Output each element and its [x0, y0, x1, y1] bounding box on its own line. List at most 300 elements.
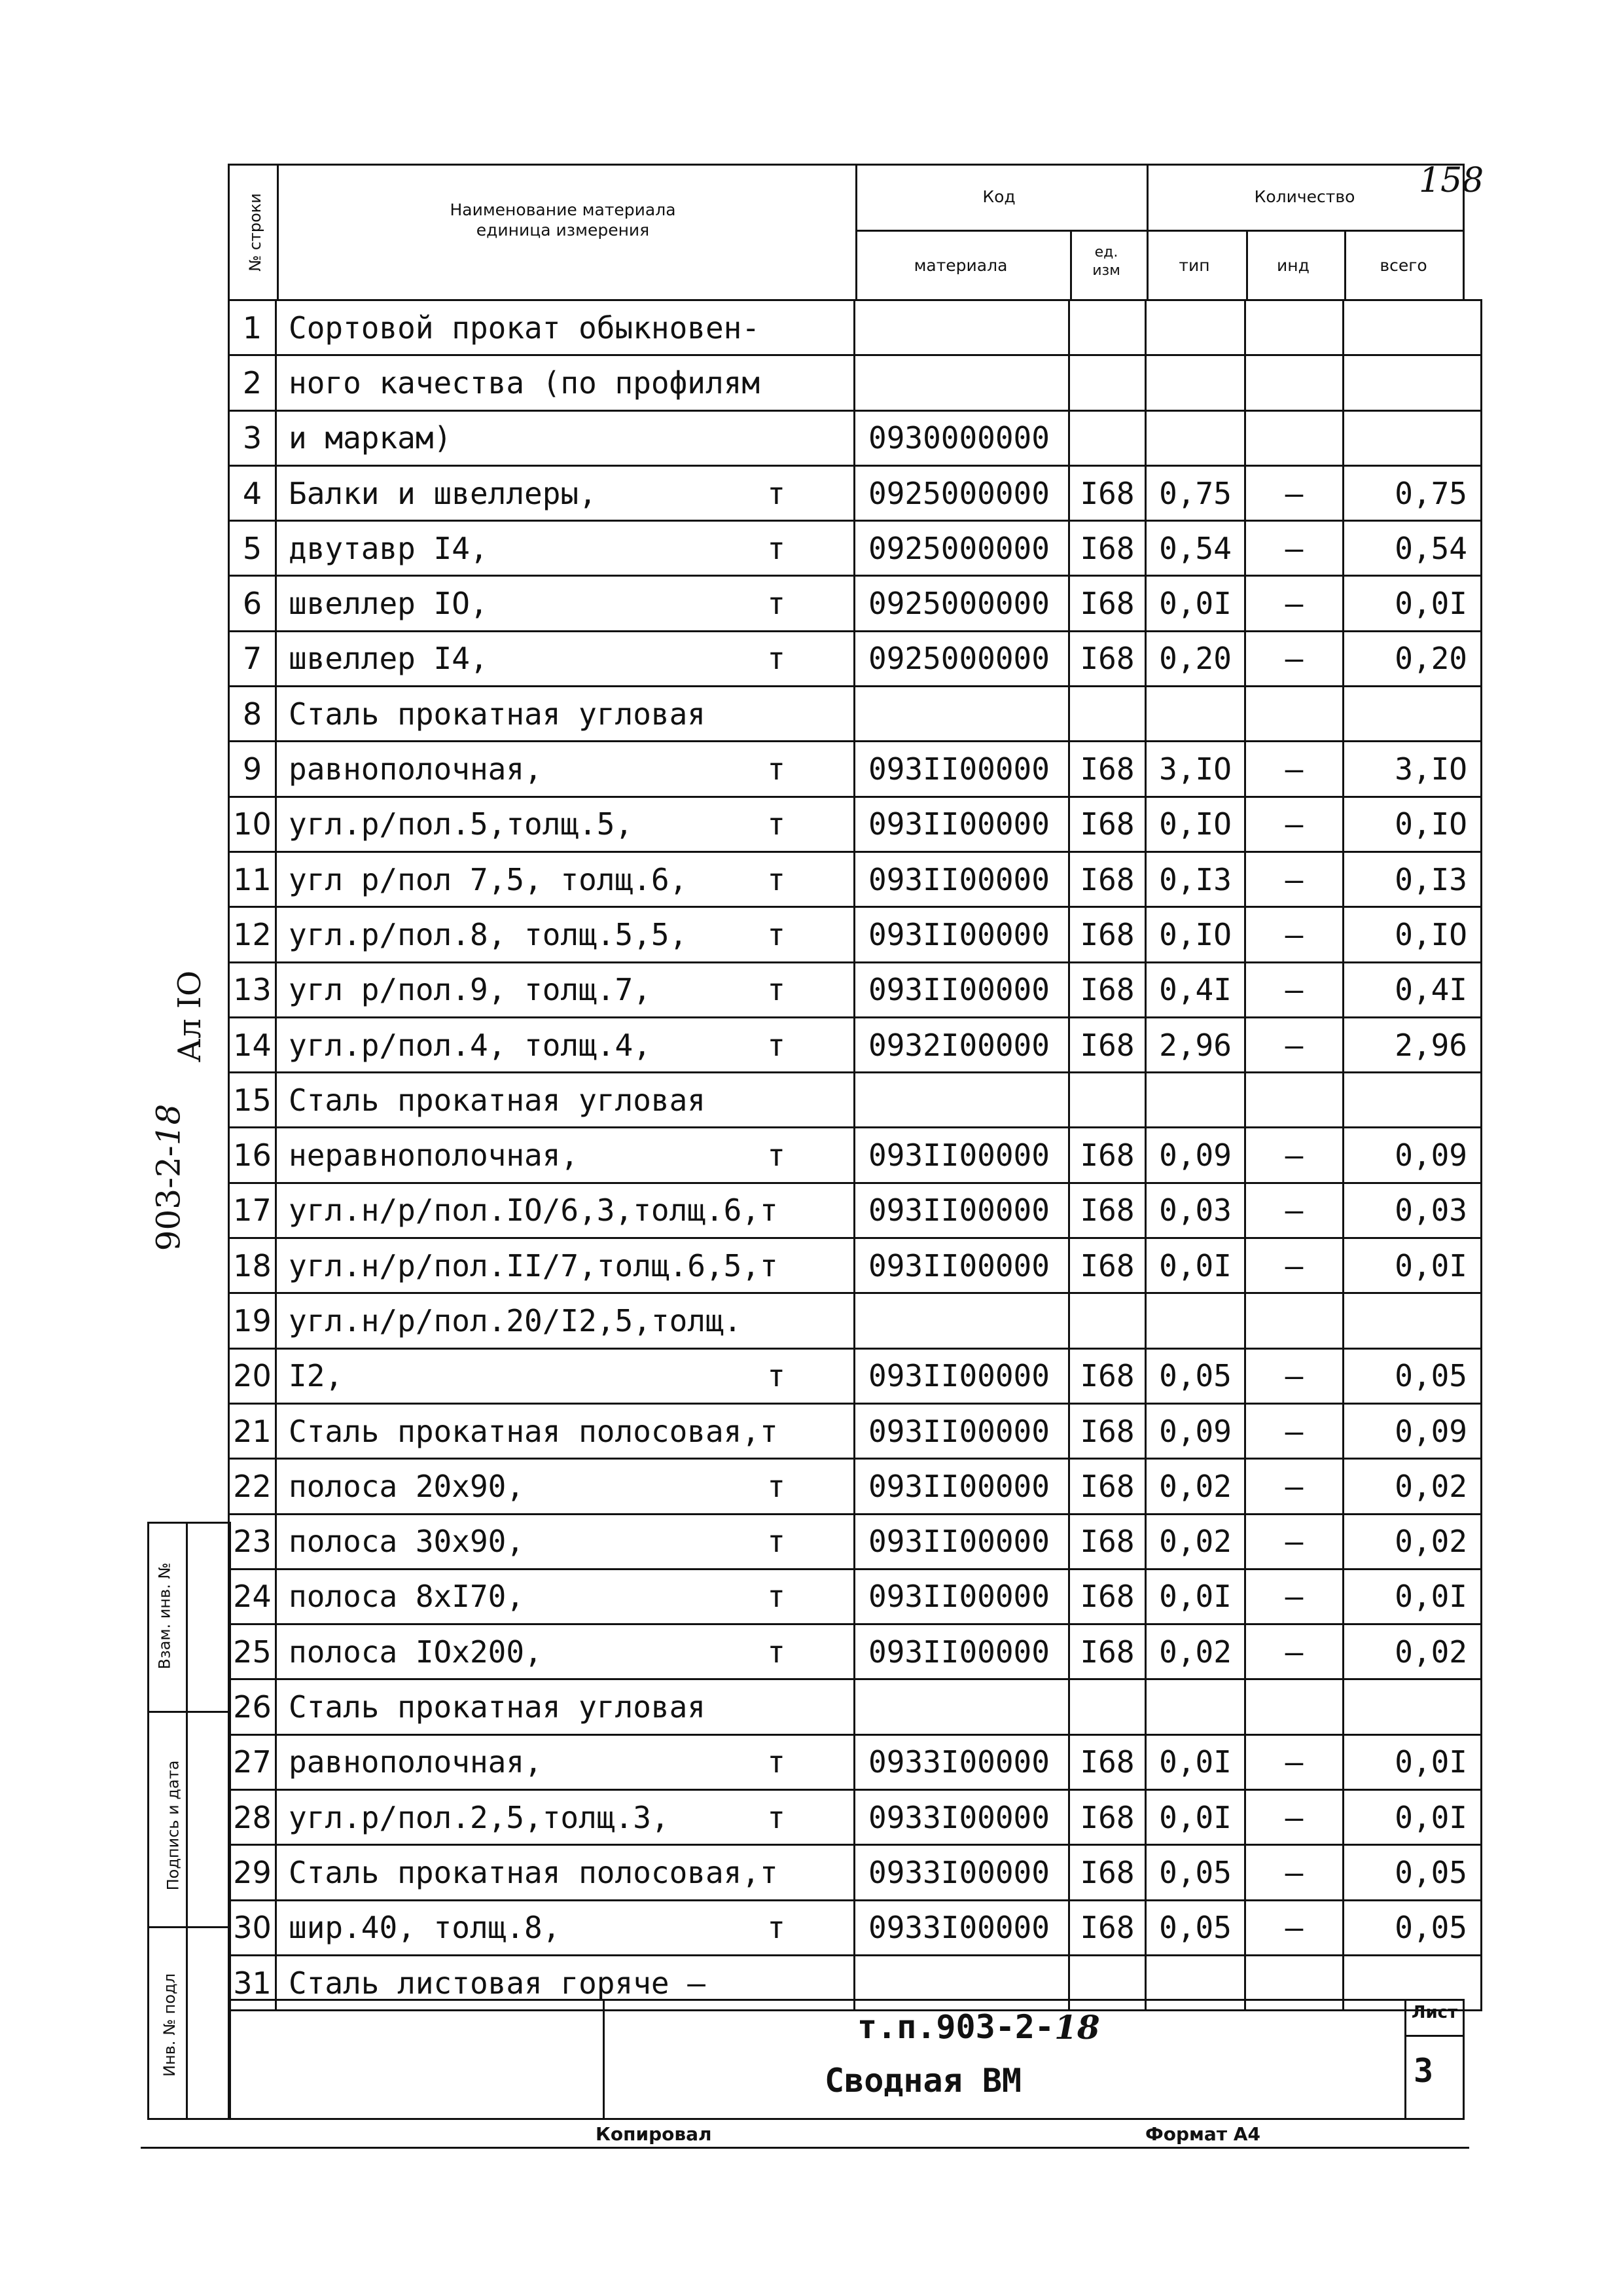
qty-tip	[1146, 1073, 1245, 1128]
title-text: Сводная ВМ	[825, 2062, 1022, 2100]
material-name-text: угл.р/пол.4, толщ.4,	[289, 1027, 651, 1063]
qty-ind: –	[1245, 1569, 1344, 1624]
left-doc-code-text: 903-2-	[149, 1145, 188, 1251]
row-number: 28	[229, 1790, 276, 1845]
qty-total: 0,02	[1344, 1514, 1482, 1569]
material-code: 093II00000	[855, 1348, 1069, 1403]
material-code: 093II00000	[855, 1624, 1069, 1679]
row-number: 20	[229, 1348, 276, 1403]
table-row	[229, 1514, 1482, 1569]
unit-code	[1069, 410, 1146, 465]
material-code: 0933I00000	[855, 1790, 1069, 1845]
qty-total: 0,IO	[1344, 797, 1482, 852]
row-number: 19	[229, 1293, 276, 1348]
qty-tip: 0,IO	[1146, 907, 1245, 962]
unit-code: I68	[1069, 742, 1146, 797]
table-row	[229, 1293, 1482, 1348]
table-row	[229, 1017, 1482, 1072]
material-code: 093II00000	[855, 907, 1069, 962]
material-name-text: Сталь прокатная полосовая,т	[289, 1854, 778, 1890]
header-row-number: № строки	[246, 193, 264, 272]
sheet-label: Лист	[1411, 2003, 1458, 2022]
qty-ind: –	[1245, 1128, 1344, 1183]
unit-code: I68	[1069, 1900, 1146, 1955]
material-unit: т	[767, 475, 785, 511]
table-row	[229, 797, 1482, 852]
table-row	[229, 465, 1482, 520]
qty-total: 0,0I	[1344, 576, 1482, 631]
qty-total: 0,4I	[1344, 962, 1482, 1017]
footer-format: Формат А4	[1145, 2123, 1260, 2145]
qty-total	[1344, 1073, 1482, 1128]
qty-total: 0,0I	[1344, 1569, 1482, 1624]
side-podpis-label: Подпись и дата	[164, 1760, 183, 1891]
qty-total	[1344, 687, 1482, 742]
qty-ind: –	[1245, 1790, 1344, 1845]
material-name-text: I2,	[289, 1358, 344, 1394]
row-number: 25	[229, 1624, 276, 1679]
qty-tip	[1146, 1293, 1245, 1348]
material-name	[276, 962, 855, 1017]
qty-ind	[1245, 300, 1344, 355]
material-name-text: и маркам)	[289, 420, 452, 456]
qty-ind: –	[1245, 962, 1344, 1017]
unit-code: I68	[1069, 1734, 1146, 1789]
qty-tip: 0,75	[1146, 465, 1245, 520]
qty-total: 2,96	[1344, 1017, 1482, 1072]
qty-ind: –	[1245, 797, 1344, 852]
material-name	[276, 521, 855, 576]
qty-ind: –	[1245, 1403, 1344, 1458]
table-row	[229, 1403, 1482, 1458]
footer-copied: Копировал	[596, 2123, 712, 2145]
qty-tip: 0,09	[1146, 1403, 1245, 1458]
qty-ind: –	[1245, 1734, 1344, 1789]
material-code: 093II00000	[855, 1128, 1069, 1183]
material-unit: т	[767, 530, 785, 566]
row-number: 10	[229, 797, 276, 852]
material-name	[276, 631, 855, 686]
header-unit-line2: изм	[1092, 262, 1120, 279]
material-name	[276, 1238, 855, 1293]
qty-ind: –	[1245, 907, 1344, 962]
qty-ind: –	[1245, 742, 1344, 797]
qty-tip: 0,02	[1146, 1624, 1245, 1679]
unit-code: I68	[1069, 962, 1146, 1017]
qty-total: 0,05	[1344, 1348, 1482, 1403]
qty-tip: 0,20	[1146, 631, 1245, 686]
material-name-text: угл.н/р/пол.IO/6,3,толщ.6,т	[289, 1193, 778, 1229]
material-unit: т	[767, 1634, 785, 1670]
table-row	[229, 1679, 1482, 1734]
material-name	[276, 300, 855, 355]
material-code: 093II00000	[855, 1514, 1069, 1569]
material-name	[276, 1624, 855, 1679]
material-unit: т	[767, 806, 785, 842]
row-number: 14	[229, 1017, 276, 1072]
qty-ind: –	[1245, 465, 1344, 520]
material-code	[855, 1679, 1069, 1734]
footer-rule	[141, 2147, 1469, 2149]
qty-total: 0,I3	[1344, 852, 1482, 906]
table-row	[229, 410, 1482, 465]
qty-ind: –	[1245, 1514, 1344, 1569]
material-name-text: угл р/пол 7,5, толщ.6,	[289, 861, 688, 897]
material-code: 093II00000	[855, 742, 1069, 797]
material-code: 0933I00000	[855, 1845, 1069, 1900]
material-code: 093II00000	[855, 1569, 1069, 1624]
row-number: 23	[229, 1514, 276, 1569]
qty-ind: –	[1245, 1238, 1344, 1293]
unit-code: I68	[1069, 852, 1146, 906]
unit-code	[1069, 1293, 1146, 1348]
header-quantity: Количество	[1254, 187, 1355, 206]
qty-total	[1344, 410, 1482, 465]
unit-code: I68	[1069, 465, 1146, 520]
material-name-text: угл.р/пол.2,5,толщ.3,	[289, 1799, 669, 1835]
material-code: 0933I00000	[855, 1734, 1069, 1789]
row-number: 31	[229, 1955, 276, 2010]
qty-tip: 0,4I	[1146, 962, 1245, 1017]
material-unit: т	[767, 1138, 785, 1174]
qty-total: 0,05	[1344, 1900, 1482, 1955]
header-unit-line1: ед.	[1094, 244, 1118, 260]
sheet-number: 3	[1414, 2052, 1434, 2090]
material-name	[276, 687, 855, 742]
table-row	[229, 742, 1482, 797]
table-row	[229, 687, 1482, 742]
material-unit: т	[767, 641, 785, 677]
qty-total: 0,09	[1344, 1128, 1482, 1183]
table-row	[229, 1348, 1482, 1403]
material-name-text: угл.н/р/пол.II/7,толщ.6,5,т	[289, 1247, 778, 1283]
qty-total	[1344, 1679, 1482, 1734]
row-number: 29	[229, 1845, 276, 1900]
qty-ind: –	[1245, 576, 1344, 631]
qty-total: 0,09	[1344, 1403, 1482, 1458]
row-number: 6	[229, 576, 276, 631]
material-name	[276, 1569, 855, 1624]
qty-total: 0,75	[1344, 465, 1482, 520]
material-code: 093II00000	[855, 962, 1069, 1017]
header-code: Код	[982, 187, 1016, 206]
table-row	[229, 907, 1482, 962]
qty-ind	[1245, 1073, 1344, 1128]
table-row	[229, 1073, 1482, 1128]
material-code: 0925000000	[855, 631, 1069, 686]
row-number: 12	[229, 907, 276, 962]
header-name-line2: единица измерения	[476, 221, 650, 240]
qty-tip: 0,05	[1146, 1348, 1245, 1403]
material-name-text: Балки и швеллеры,	[289, 475, 597, 511]
materials-table	[228, 299, 1482, 2011]
header-ind: инд	[1277, 256, 1310, 275]
material-name	[276, 1017, 855, 1072]
material-unit: т	[767, 1524, 785, 1560]
unit-code: I68	[1069, 1128, 1146, 1183]
qty-ind: –	[1245, 1017, 1344, 1072]
qty-tip	[1146, 410, 1245, 465]
qty-tip	[1146, 300, 1245, 355]
qty-tip: 0,IO	[1146, 797, 1245, 852]
qty-tip: 0,I3	[1146, 852, 1245, 906]
table-row	[229, 1459, 1482, 1514]
unit-code	[1069, 1073, 1146, 1128]
table-row	[229, 1900, 1482, 1955]
unit-code: I68	[1069, 1183, 1146, 1238]
material-name	[276, 1073, 855, 1128]
qty-ind: –	[1245, 1624, 1344, 1679]
material-code: 093II00000	[855, 1403, 1069, 1458]
material-name-text: полоса 8хI70,	[289, 1579, 525, 1615]
qty-ind	[1245, 410, 1344, 465]
material-code: 0932I00000	[855, 1017, 1069, 1072]
qty-tip: 0,02	[1146, 1459, 1245, 1514]
qty-ind: –	[1245, 1183, 1344, 1238]
table-row	[229, 521, 1482, 576]
unit-code	[1069, 1679, 1146, 1734]
qty-total: 0,02	[1344, 1459, 1482, 1514]
material-code: 0933I00000	[855, 1900, 1069, 1955]
qty-tip: 0,0I	[1146, 576, 1245, 631]
material-code: 093II00000	[855, 1238, 1069, 1293]
material-code: 093II00000	[855, 852, 1069, 906]
material-name-text: полоса 30х90,	[289, 1524, 525, 1560]
material-name	[276, 465, 855, 520]
header-material: материала	[914, 256, 1008, 275]
material-name-text: Сталь прокатная угловая	[289, 1689, 705, 1725]
row-number: 18	[229, 1238, 276, 1293]
unit-code: I68	[1069, 1514, 1146, 1569]
qty-ind: –	[1245, 852, 1344, 906]
material-code: 093II00000	[855, 1459, 1069, 1514]
qty-tip: 2,96	[1146, 1017, 1245, 1072]
material-unit: т	[767, 751, 785, 787]
material-name	[276, 1900, 855, 1955]
unit-code: I68	[1069, 797, 1146, 852]
left-margin-album: Ал IO	[171, 970, 209, 1063]
material-name-text: полоса IOх200,	[289, 1634, 543, 1670]
material-name-text: ного качества (по профилям	[289, 365, 760, 401]
material-name	[276, 410, 855, 465]
unit-code: I68	[1069, 907, 1146, 962]
table-row	[229, 631, 1482, 686]
qty-total	[1344, 300, 1482, 355]
unit-code: I68	[1069, 1348, 1146, 1403]
material-name-text: равнополочная,	[289, 1744, 543, 1780]
unit-code	[1069, 355, 1146, 410]
material-name-text: угл.р/пол.5,толщ.5,	[289, 806, 633, 842]
material-name	[276, 852, 855, 906]
qty-total: 0,20	[1344, 631, 1482, 686]
unit-code: I68	[1069, 1459, 1146, 1514]
material-code: 093II00000	[855, 797, 1069, 852]
unit-code: I68	[1069, 576, 1146, 631]
material-name	[276, 1293, 855, 1348]
table-row	[229, 355, 1482, 410]
material-name	[276, 1128, 855, 1183]
unit-code	[1069, 687, 1146, 742]
qty-total: 0,0I	[1344, 1790, 1482, 1845]
left-margin-doc-code	[149, 1104, 187, 1251]
qty-total: 0,0I	[1344, 1734, 1482, 1789]
unit-code: I68	[1069, 631, 1146, 686]
table-row	[229, 1845, 1482, 1900]
unit-code	[1069, 300, 1146, 355]
material-name-text: Сталь прокатная угловая	[289, 696, 705, 732]
qty-ind: –	[1245, 1845, 1344, 1900]
material-name	[276, 1845, 855, 1900]
qty-tip: 0,02	[1146, 1514, 1245, 1569]
side-vzam-label: Взам. инв. №	[155, 1562, 174, 1670]
material-unit: т	[767, 1910, 785, 1946]
qty-total: 0,54	[1344, 521, 1482, 576]
row-number: 27	[229, 1734, 276, 1789]
header-name	[288, 200, 838, 241]
material-name-text: Сортовой прокат обыкновен-	[289, 310, 760, 346]
material-name-text: угл.р/пол.8, толщ.5,5,	[289, 916, 688, 952]
material-unit: т	[767, 1579, 785, 1615]
material-name	[276, 1459, 855, 1514]
material-name	[276, 576, 855, 631]
row-number: 26	[229, 1679, 276, 1734]
table-row	[229, 1734, 1482, 1789]
header-unit	[1068, 243, 1145, 279]
material-name-text: швеллер IO,	[289, 586, 488, 622]
material-code	[855, 687, 1069, 742]
material-name-text: неравнополочная,	[289, 1138, 579, 1174]
qty-tip: 3,IO	[1146, 742, 1245, 797]
material-code: 0925000000	[855, 576, 1069, 631]
material-name-text: двутавр I4,	[289, 530, 488, 566]
qty-ind: –	[1245, 1348, 1344, 1403]
qty-tip	[1146, 355, 1245, 410]
row-number: 30	[229, 1900, 276, 1955]
row-number: 9	[229, 742, 276, 797]
material-unit: т	[767, 916, 785, 952]
row-number: 22	[229, 1459, 276, 1514]
qty-tip: 0,0I	[1146, 1734, 1245, 1789]
qty-total	[1344, 1293, 1482, 1348]
header-name-line1: Наименование материала	[450, 200, 676, 219]
qty-total: 0,02	[1344, 1624, 1482, 1679]
table-row	[229, 1238, 1482, 1293]
material-unit: т	[767, 1744, 785, 1780]
row-number: 4	[229, 465, 276, 520]
page-number-handwritten: 158	[1419, 161, 1484, 200]
qty-ind	[1245, 355, 1344, 410]
row-number: 11	[229, 852, 276, 906]
left-doc-code-suffix: 18	[149, 1103, 188, 1146]
row-number: 7	[229, 631, 276, 686]
qty-tip: 0,54	[1146, 521, 1245, 576]
qty-tip: 0,05	[1146, 1900, 1245, 1955]
header-tip: тип	[1179, 256, 1210, 275]
qty-total: 0,05	[1344, 1845, 1482, 1900]
qty-tip: 0,03	[1146, 1183, 1245, 1238]
row-number: 5	[229, 521, 276, 576]
unit-code: I68	[1069, 1403, 1146, 1458]
table-row	[229, 962, 1482, 1017]
row-number: 16	[229, 1128, 276, 1183]
qty-tip: 0,0I	[1146, 1238, 1245, 1293]
unit-code: I68	[1069, 1238, 1146, 1293]
qty-tip: 0,0I	[1146, 1790, 1245, 1845]
qty-ind	[1245, 687, 1344, 742]
qty-total: 0,IO	[1344, 907, 1482, 962]
unit-code: I68	[1069, 1569, 1146, 1624]
material-name	[276, 1734, 855, 1789]
title-doc-code-text: т.п.903-2-	[857, 2008, 1055, 2046]
material-unit: т	[767, 586, 785, 622]
table-row	[229, 1183, 1482, 1238]
material-name-text: Сталь прокатная полосовая,т	[289, 1413, 778, 1449]
material-code: 0930000000	[855, 410, 1069, 465]
material-name	[276, 797, 855, 852]
row-number: 3	[229, 410, 276, 465]
material-unit: т	[767, 972, 785, 1008]
material-code	[855, 355, 1069, 410]
table-row	[229, 300, 1482, 355]
material-name	[276, 1183, 855, 1238]
material-name	[276, 1679, 855, 1734]
qty-total: 3,IO	[1344, 742, 1482, 797]
material-unit: т	[767, 861, 785, 897]
material-code: 093II00000	[855, 1183, 1069, 1238]
material-unit: т	[767, 1799, 785, 1835]
qty-ind: –	[1245, 1459, 1344, 1514]
qty-tip: 0,05	[1146, 1845, 1245, 1900]
table-row	[229, 852, 1482, 906]
material-code: 0925000000	[855, 521, 1069, 576]
material-code	[855, 1073, 1069, 1128]
material-name-text: швеллер I4,	[289, 641, 488, 677]
qty-ind	[1245, 1293, 1344, 1348]
title-block	[228, 1999, 1465, 2120]
material-name-text: полоса 20х90,	[289, 1468, 525, 1504]
side-inv-label: Инв. № подл	[160, 1973, 179, 2077]
qty-ind	[1245, 1679, 1344, 1734]
material-name	[276, 1403, 855, 1458]
qty-ind: –	[1245, 521, 1344, 576]
unit-code: I68	[1069, 521, 1146, 576]
qty-ind: –	[1245, 1900, 1344, 1955]
title-doc-code	[857, 2008, 1100, 2047]
material-unit: т	[767, 1468, 785, 1504]
title-doc-code-suffix: 18	[1054, 2008, 1100, 2047]
table-row	[229, 1128, 1482, 1183]
table-row	[229, 1569, 1482, 1624]
row-number: 8	[229, 687, 276, 742]
unit-code: I68	[1069, 1790, 1146, 1845]
material-name-text: угл р/пол.9, толщ.7,	[289, 972, 651, 1008]
row-number: 15	[229, 1073, 276, 1128]
unit-code: I68	[1069, 1845, 1146, 1900]
material-name	[276, 355, 855, 410]
qty-total: 0,0I	[1344, 1238, 1482, 1293]
qty-tip	[1146, 1679, 1245, 1734]
material-name-text: угл.н/р/пол.20/I2,5,толщ.	[289, 1302, 742, 1338]
material-name-text: шир.40, толщ.8,	[289, 1910, 561, 1946]
material-name-text: равнополочная,	[289, 751, 543, 787]
table-row	[229, 1624, 1482, 1679]
unit-code: I68	[1069, 1624, 1146, 1679]
unit-code: I68	[1069, 1017, 1146, 1072]
qty-tip	[1146, 687, 1245, 742]
material-name	[276, 742, 855, 797]
qty-tip: 0,09	[1146, 1128, 1245, 1183]
row-number: 21	[229, 1403, 276, 1458]
